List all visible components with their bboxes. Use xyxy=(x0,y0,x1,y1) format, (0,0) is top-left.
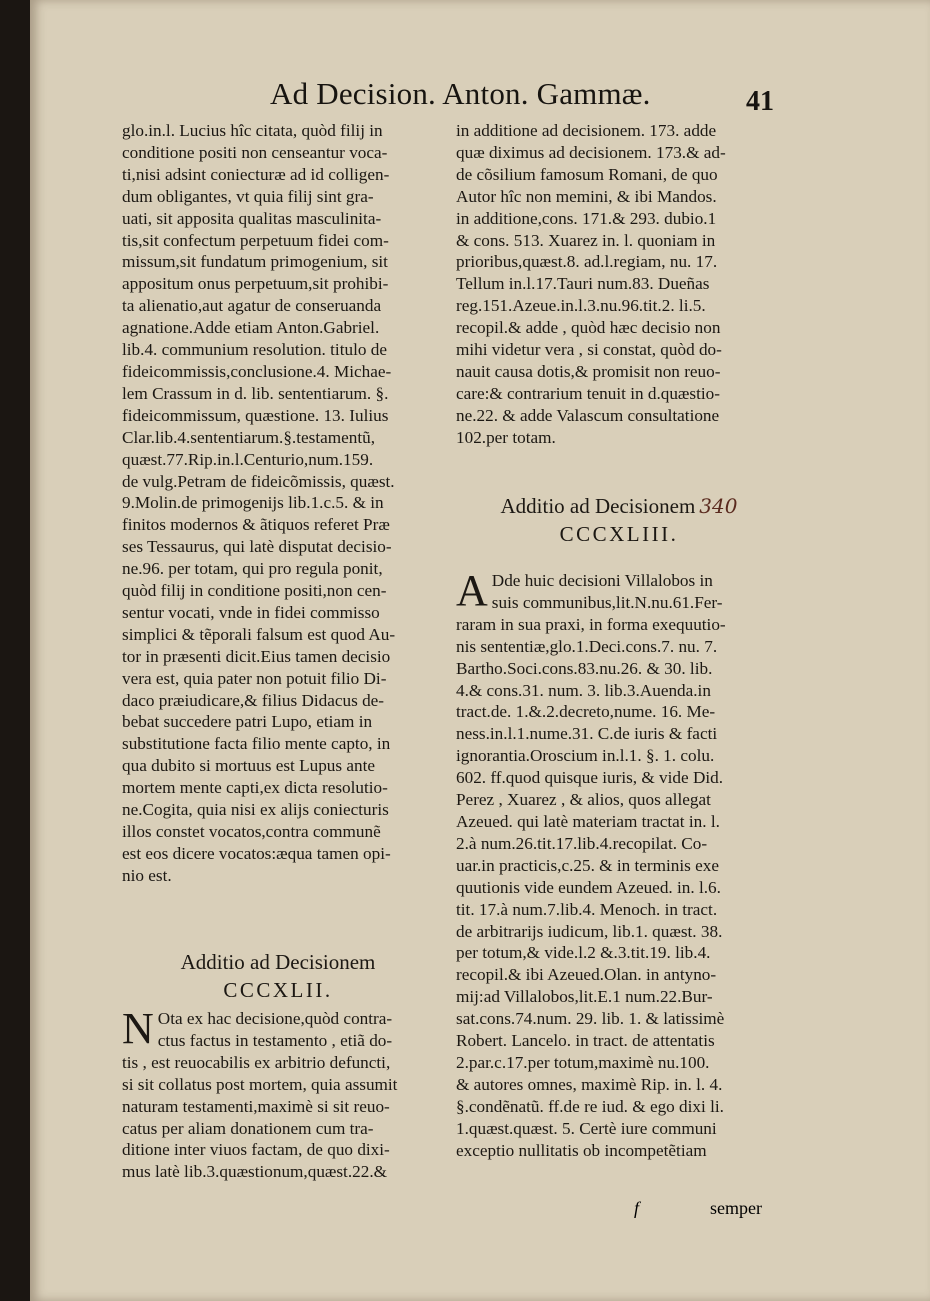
text-line: agnatione.Adde etiam Anton.Gabriel. xyxy=(122,318,380,338)
text-line: 1.quæst.quæst. 5. Certè iure communi xyxy=(456,1118,717,1138)
text-line: exceptio nullitatis ob incompetẽtiam xyxy=(456,1140,707,1160)
text-line: ne.Cogita, quia nisi ex alijs coniecturis xyxy=(122,800,389,820)
text-line: quæ diximus ad decisionem. 173.& ad- xyxy=(456,142,726,162)
section-heading-cccxliii xyxy=(456,492,782,548)
section-body-cccxliii xyxy=(456,566,782,1161)
text-line: tract.de. 1.&.2.decreto,nume. 16. Me- xyxy=(456,702,716,722)
text-line: suis communibus,lit.N.nu.61.Fer- xyxy=(491,592,723,612)
text-line: 602. ff.quod quisque iuris, & vide Did. xyxy=(456,768,724,788)
text-line: appositum onus perpetuum,sit prohibi- xyxy=(122,274,389,294)
text-line: Bartho.Soci.cons.83.nu.26. & 30. lib. xyxy=(456,658,713,678)
text-line: Tellum in.l.17.Tauri num.83. Dueñas xyxy=(456,274,710,294)
handwritten-note: 340 xyxy=(699,494,738,518)
section-heading-number: CCCXLIII. xyxy=(559,522,679,546)
text-line: recopil.& adde , quòd hæc decisio non xyxy=(456,318,721,338)
text-line: mus latè lib.3.quæstionum,quæst.22.& xyxy=(122,1162,387,1182)
text-line: tis , est reuocabilis ex arbitrio defuncti, xyxy=(122,1052,391,1072)
text-line: Ota ex hac decisione,quòd contra- xyxy=(157,1009,393,1028)
section-heading-cccxlii xyxy=(122,948,434,1004)
text-line: dum obligantes, vt quia filij sint gra- xyxy=(122,186,374,206)
catchword: semper xyxy=(710,1198,762,1218)
text-line: ctus factus in testamento , etiã do- xyxy=(157,1030,393,1050)
text-line: sentur vocati, vnde in fidei commisso xyxy=(122,602,380,622)
text-line: missum,sit fundatum primogenium, sit xyxy=(122,252,388,272)
text-line: 4.& cons.31. num. 3. lib.3.Auenda.in xyxy=(456,680,711,700)
signature-mark: f xyxy=(634,1198,640,1218)
text-line: nis sententiæ,glo.1.Deci.cons.7. nu. 7. xyxy=(456,636,718,656)
text-line: §.condẽnatũ. ff.de re iud. & ego dixi li. xyxy=(456,1096,724,1116)
text-line: vera est, quia pater non potuit filio Di- xyxy=(122,668,387,688)
text-line: bebat succedere patri Lupo, etiam in xyxy=(122,712,373,732)
section-heading-title: Additio ad Decisionem xyxy=(180,950,376,974)
text-line: substitutione facta filio mente capto, in xyxy=(122,734,391,754)
text-line: fideicommissum, quæstione. 13. Iulius xyxy=(122,405,389,425)
text-line: 2.par.c.17.per totum,maximè nu.100. xyxy=(456,1052,710,1072)
text-line: quòd filij in conditione positi,non cen- xyxy=(122,581,387,601)
text-line: Clar.lib.4.sententiarum.§.testamentũ, xyxy=(122,427,375,447)
text-line: 9.Molin.de primogenijs lib.1.c.5. & in xyxy=(122,493,384,513)
dropcap: A xyxy=(456,566,488,615)
text-line: fideicommissis,conclusione.4. Michae- xyxy=(122,361,392,381)
text-line: Azeued. qui latè materiam tractat in. l. xyxy=(456,811,720,831)
text-line: Robert. Lancelo. in tract. de attentatis xyxy=(456,1031,715,1051)
text-line: quutionis vide eundem Azeued. in. l.6. xyxy=(456,877,721,897)
text-line: ne.22. & adde Valascum consultatione xyxy=(456,405,720,425)
text-line: & cons. 513. Xuarez in. l. quoniam in xyxy=(456,230,716,250)
text-line: de arbitrarijs iudicum, lib.1. quæst. 38. xyxy=(456,921,723,941)
section-heading-title-text: Additio ad Decisionem xyxy=(500,494,696,518)
text-line: in additione ad decisionem. 173. adde xyxy=(456,121,717,140)
text-line: qua dubito si mortuus est Lupus ante xyxy=(122,756,376,776)
text-line: ta alienatio,aut agatur de conseruanda xyxy=(122,296,382,316)
text-line: mihi videtur vera , si constat, quòd do- xyxy=(456,340,722,360)
text-line: tor in præsenti dicit.Eius tamen decisio xyxy=(122,646,391,666)
folio-number: 41 xyxy=(746,86,774,117)
text-line: recopil.& ibi Azeued.Olan. in antyno- xyxy=(456,965,717,985)
text-line: tit. 17.à num.7.lib.4. Menoch. in tract. xyxy=(456,899,718,919)
text-line: ti,nisi adsint coniecturæ ad id colligen- xyxy=(122,164,390,184)
text-line: ness.in.l.1.nume.31. C.de iuris & facti xyxy=(456,724,718,744)
text-line: ignorantia.Oroscium in.l.1. §. 1. colu. xyxy=(456,746,715,766)
text-line: prioribus,quæst.8. ad.l.regiam, nu. 17. xyxy=(456,252,718,272)
text-line: 102.per totam. xyxy=(456,427,556,447)
text-line: ne.96. per totam, qui pro regula ponit, xyxy=(122,559,383,579)
right-column xyxy=(456,120,782,449)
text-line: simplici & tẽporali falsum est quod Au- xyxy=(122,624,396,644)
text-line: est eos dicere vocatos:æqua tamen opi- xyxy=(122,843,391,863)
text-line: Perez , Xuarez , & alios, quos allegat xyxy=(456,790,711,810)
text-line: ses Tessaurus, qui latè disputat decisio- xyxy=(122,537,392,557)
text-line: & autores omnes, maximè Rip. in. l. 4. xyxy=(456,1074,723,1094)
text-line: ditione inter viuos factam, de quo dixi- xyxy=(122,1140,390,1160)
text-line: sat.cons.74.num. 29. lib. 1. & latissimè xyxy=(456,1009,725,1029)
text-line: si sit collatus post mortem, quia assumit xyxy=(122,1074,398,1094)
running-head: Ad Decision. Anton. Gammæ. xyxy=(270,76,651,111)
text-line: Autor hîc non memini, & ibi Mandos. xyxy=(456,186,717,206)
text-line: catus per aliam donationem cum tra- xyxy=(122,1118,374,1138)
text-line: daco præiudicare,& filius Didacus de- xyxy=(122,690,385,710)
text-line: reg.151.Azeue.in.l.3.nu.96.tit.2. li.5. xyxy=(456,296,706,316)
text-line: de vulg.Petram de fideicõmissis, quæst. xyxy=(122,471,395,491)
text-line: mij:ad Villalobos,lit.E.1 num.22.Bur- xyxy=(456,987,713,1007)
text-line: naturam testamenti,maximè si sit reuo- xyxy=(122,1096,390,1116)
text-line: glo.in.l. Lucius hîc citata, quòd filij in xyxy=(122,121,383,140)
text-line: nauit causa dotis,& promisit non reuo- xyxy=(456,361,721,381)
dropcap: N xyxy=(122,1004,154,1053)
text-line: lem Crassum in d. lib. sententiarum. §. xyxy=(122,383,389,403)
text-line: raram in sua praxi, in forma exequutio- xyxy=(456,614,726,634)
text-line: finitos modernos & ãtiquos referet Præ xyxy=(122,515,390,535)
section-body-cccxlii xyxy=(122,1004,434,1183)
text-line: de cõsilium famosum Romani, de quo xyxy=(456,164,718,184)
text-line: conditione positi non censeantur voca- xyxy=(122,142,388,162)
left-column xyxy=(122,120,434,887)
text-line: lib.4. communium resolution. titulo de xyxy=(122,340,387,360)
text-line: care:& contrarium tenuit in d.quæstio- xyxy=(456,383,720,403)
text-line: quæst.77.Rip.in.l.Centurio,num.159. xyxy=(122,449,374,469)
text-line: per totum,& vide.l.2 &.3.tit.19. lib.4. xyxy=(456,943,711,963)
section-heading-number: CCCXLII. xyxy=(223,978,333,1002)
text-line: Dde huic decisioni Villalobos in xyxy=(491,571,713,590)
text-line: illos constet vocatos,contra communẽ xyxy=(122,822,381,841)
text-line: 2.à num.26.tit.17.lib.4.recopilat. Co- xyxy=(456,833,708,853)
text-line: uar.in practicis,c.25. & in terminis exe xyxy=(456,855,719,875)
text-line: nio est. xyxy=(122,865,172,885)
text-line: mortem mente capti,ex dicta resolutio- xyxy=(122,778,388,798)
text-line: tis,sit confectum perpetuum fidei com- xyxy=(122,230,389,250)
section-heading-title xyxy=(456,492,782,520)
text-line: uati, sit apposita qualitas masculinita- xyxy=(122,208,382,228)
text-line: in additione,cons. 171.& 293. dubio.1 xyxy=(456,208,717,228)
